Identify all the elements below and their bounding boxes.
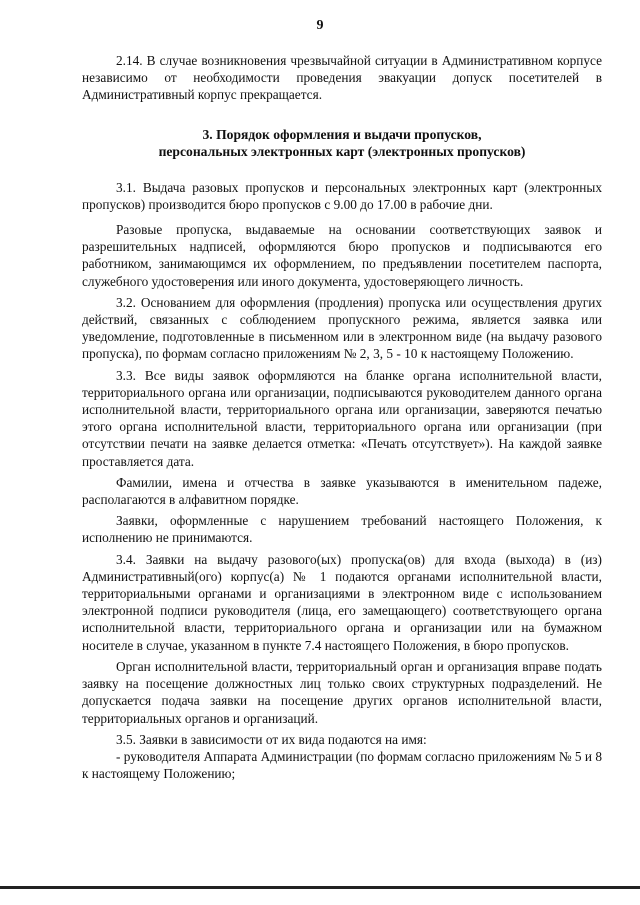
section-heading-line-2: персональных электронных карт (электронных пропусков) <box>158 144 526 160</box>
paragraph-3-3-c: Заявки, оформленные с нарушением требований настоящего Положения, к исполнению не принимаются. <box>82 513 602 546</box>
paragraph-3-4: 3.4. Заявки на выдачу разового(ых) пропуска(ов) для входа (выхода) в (из) Административный(ого) корпус(а) № 1 подаются органами исполнительной власти, территориальными органами и организациями в электронном виде с использованием электронной подписи руководителя (лица, его замещающего) соответствующего органа исполнительной власти, территориального органа и организации или на бумажном носителе в случае, указанном в пункте 7.4 настоящего Положения, в бюро пропусков. <box>82 551 602 653</box>
paragraph-3-4-b: Орган исполнительной власти, территориальный орган и организация вправе подать заявку на посещение должностных лиц только своих структурных подразделений. Не допускается подача заявки на посещение других органов исполнительной власти, территориальных органов и организаций. <box>82 658 602 726</box>
paragraph-3-5-a: - руководителя Аппарата Администрации (по формам согласно приложениям № 5 и 8 к настоящему Положению; <box>82 748 602 782</box>
paragraph-3-3-b: Фамилии, имена и отчества в заявке указываются в именительном падеже, располагаются в алфавитном порядке. <box>82 474 602 508</box>
section-heading <box>82 126 602 161</box>
paragraph-3-1-b: Разовые пропуска, выдаваемые на основании соответствующих заявок и разрешительных надписей, оформляются бюро пропусков и подписываются его работником, занимающимся их оформлением, по предъявлении посетителем паспорта, служебного удостоверения или иного документа, удостоверяющего личность. <box>82 222 602 289</box>
document-body <box>82 52 602 782</box>
section-heading-line-1: 3. Порядок оформления и выдачи пропусков, <box>202 126 482 142</box>
paragraph-3-2: 3.2. Основанием для оформления (продления) пропуска или осуществления других действий, связанных с соблюдением пропускного режима, является заявка или уведомление, подготовленные в письменном или в электронном виде (на выдачу разового пропуска), по формам согласно приложениям № 2, 3, 5 - 10 к настоящему Положению. <box>82 294 602 362</box>
page-bottom-rule <box>0 886 640 889</box>
paragraph-3-1: 3.1. Выдача разовых пропусков и персональных электронных карт (электронных пропусков) производится бюро пропусков с 9.00 до 17.00 в рабочие дни. <box>82 179 602 212</box>
paragraph-2-14: 2.14. В случае возникновения чрезвычайной ситуации в Административном корпусе независимо от необходимости проведения эвакуации допуск посетителей в Административный корпус прекращается. <box>82 53 602 103</box>
paragraph-3-3: 3.3. Все виды заявок оформляются на бланке органа исполнительной власти, территориального органа или организации, подписываются руководителем данного органа исполнительной власти, территориального органа или организации, заверяются печатью этого органа исполнительной власти, территориального органа или организации (при отсутствии печати на заявке делается отметка: «Печать отсутствует»). На каждой заявке проставляется дата. <box>82 367 602 469</box>
page-number: 9 <box>316 18 324 33</box>
paragraph-3-5: 3.5. Заявки в зависимости от их вида подаются на имя: <box>116 731 427 747</box>
